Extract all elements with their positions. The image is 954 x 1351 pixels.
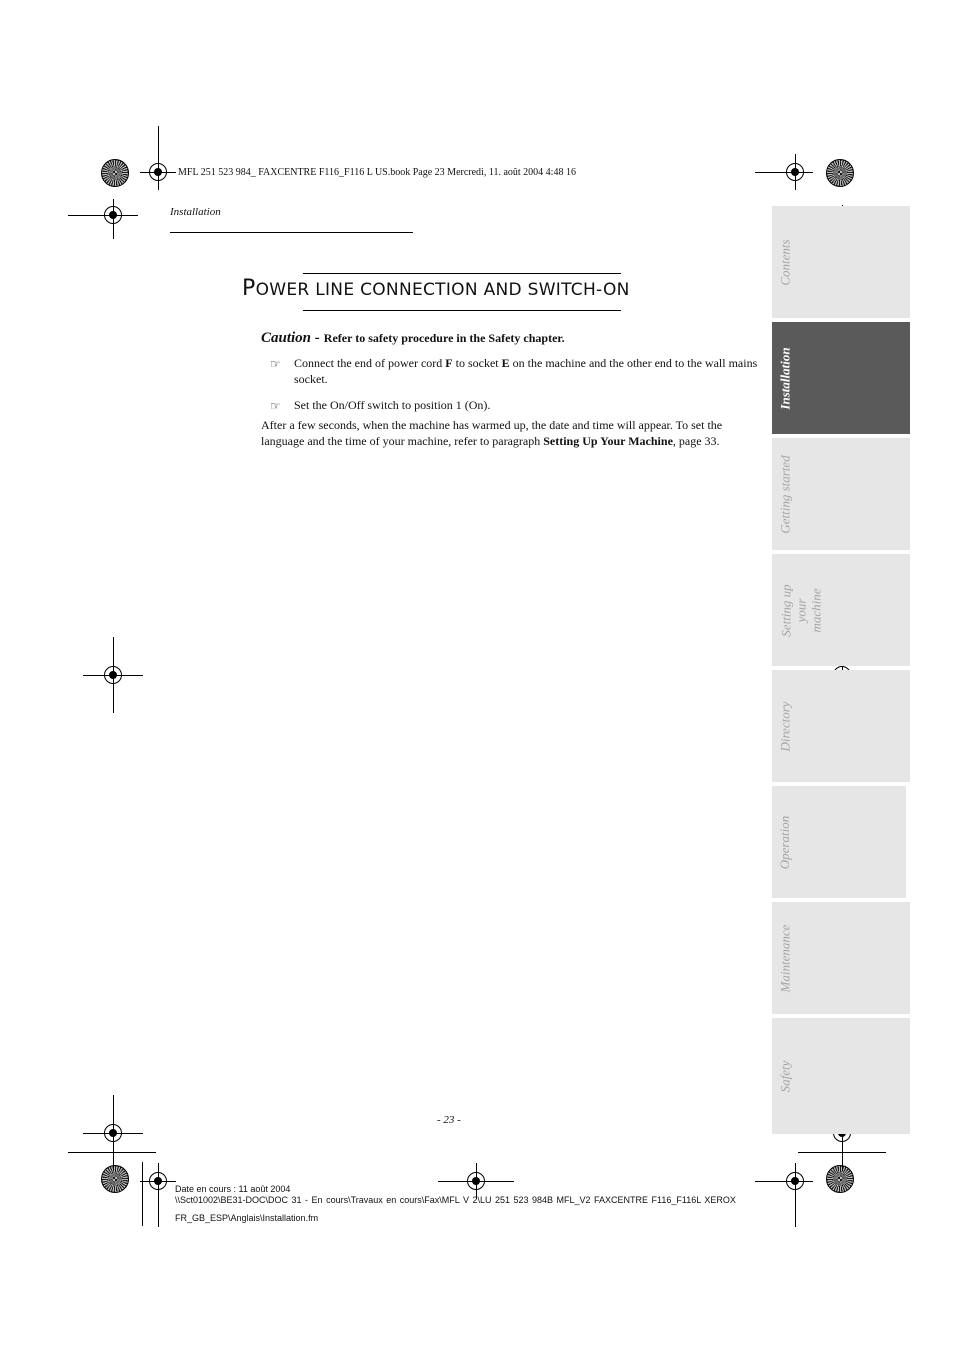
footer-date: Date en cours : 11 août 2004 [175, 1184, 291, 1194]
pointing-hand-icon: ☞ [270, 399, 281, 413]
socket-letter: E [501, 356, 510, 370]
reference-link: Setting Up Your Machine [543, 434, 673, 448]
title-rule-top [303, 273, 621, 274]
running-head: Installation [170, 206, 221, 218]
registration-sunburst-bottom-right [826, 1165, 854, 1193]
tab-getting-started[interactable] [772, 438, 910, 550]
section-title [242, 276, 630, 301]
crop-line [142, 1162, 143, 1226]
tab-label: Safety [777, 1060, 793, 1092]
step-1-part: to socket [452, 356, 502, 370]
tab-label: Directory [777, 700, 793, 752]
crop-line [68, 1152, 156, 1153]
tab-label: Contents [777, 238, 793, 286]
caution-line [261, 329, 565, 347]
pointing-hand-icon: ☞ [270, 357, 281, 371]
file-info-line: MFL 251 523 984_ FAXCENTRE F116_F116 L US.book Page 23 Mercredi, 11. août 2004 4:48 16 [178, 167, 576, 178]
registration-sunburst-top-left [101, 159, 129, 187]
tab-label: Setting up your machine [778, 583, 824, 637]
info-paragraph [261, 417, 757, 449]
tab-safety[interactable] [772, 1018, 910, 1134]
step-1-part: on the machine and the other end to the wall mains socket. [294, 356, 758, 386]
header-rule [170, 232, 413, 233]
title-rule-bottom [303, 310, 621, 311]
step-1-part: Connect the end of power cord [294, 356, 446, 370]
caution-label: Caution - [261, 330, 320, 346]
title-rest: OWER LINE CONNECTION AND SWITCH-ON [255, 280, 630, 300]
step-2-text: Set the On/Off switch to position 1 (On). [294, 398, 491, 412]
registration-sunburst-top-right [826, 159, 854, 187]
crop-line [798, 1152, 886, 1153]
registration-sunburst-bottom-left [101, 1165, 129, 1193]
tab-maintenance[interactable] [772, 902, 910, 1014]
tab-contents[interactable] [772, 206, 910, 318]
footer-filename: FR_GB_ESP\Anglais\Installation.fm [175, 1213, 319, 1223]
tab-label: Operation [777, 815, 793, 869]
step-1-text [294, 355, 759, 387]
footer-path: \\Sct01002\BE31-DOC\DOC 31 - En cours\Travaux en cours\Fax\MFL V 2\LU 251 523 984B MFL_V2 FAXCENTRE F116_F116L XEROX [175, 1195, 736, 1205]
page-number: - 23 - [437, 1114, 461, 1126]
tab-label: Installation [777, 346, 793, 410]
title-initial: P [242, 276, 256, 301]
tab-setting-up[interactable] [772, 554, 910, 666]
tab-label: Getting started [777, 454, 793, 534]
tab-directory[interactable] [772, 670, 910, 782]
paragraph-part: After a few seconds, when the machine has warmed up, the date and time will appear. To set the language and the time of your machine, refer to paragraph [261, 418, 723, 448]
caution-text: Refer to safety procedure in the Safety chapter. [323, 331, 565, 345]
tab-label: Maintenance [777, 924, 793, 992]
paragraph-part: , page 33. [672, 434, 720, 448]
tab-operation[interactable] [772, 786, 906, 898]
tab-installation[interactable] [772, 322, 910, 434]
cord-letter: F [445, 356, 453, 370]
